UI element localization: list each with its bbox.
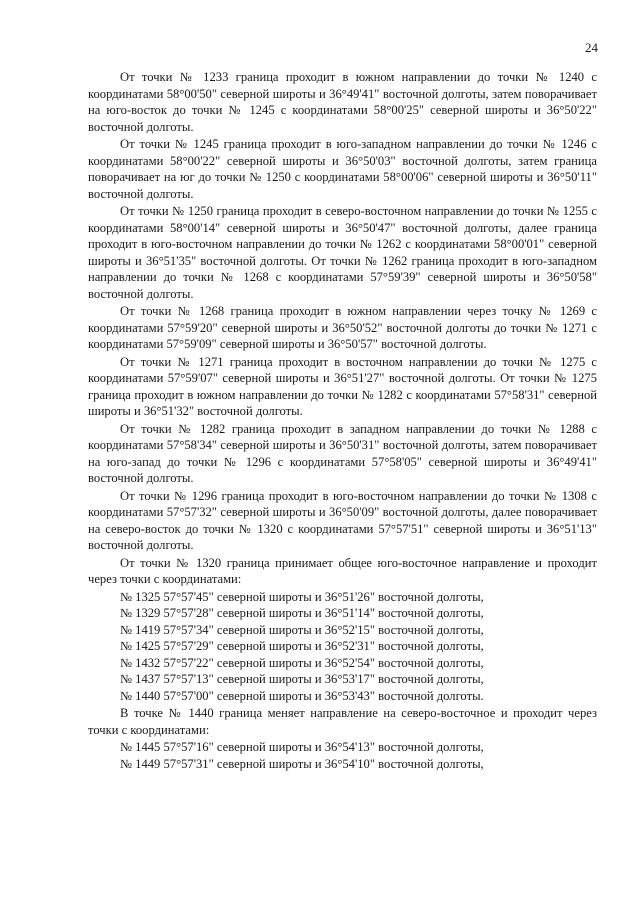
paragraph: От точки № 1296 граница проходит в юго-восточном направлении до точки № 1308 с координатами 57°57'32" северной широты и 36°50'09" восточной долготы, далее поворачивает на северо-восток до точки № 1320 с координатами 57°57'51" северной широты и 36°51'13" восточной долготы.: [88, 488, 597, 552]
paragraph: От точки № 1282 граница проходит в западном направлении до точки № 1288 с координатами 57°58'34" северной широты и 36°50'31" восточной долготы, затем поворачивает на юго-запад до точки № 1296 с координатами 57°58'05" северной широты и 36°49'41" восточной долготы.: [88, 421, 597, 485]
coordinate-item: № 1325 57°57'45" северной широты и 36°51'26" восточной долготы,: [120, 589, 484, 604]
paragraph: В точке № 1440 граница меняет направление на северо-восточное и проходит через точки с координатами:: [88, 706, 597, 737]
document-body: [88, 69, 597, 773]
coordinate-list: [88, 739, 597, 772]
paragraph: От точки № 1320 граница принимает общее юго-восточное направление и проходит через точки с координатами:: [88, 555, 597, 586]
page-number: 24: [585, 40, 598, 55]
paragraph: От точки № 1271 граница проходит в восточном направлении до точки № 1275 с координатами 57°59'07" северной широты и 36°51'27" восточной долготы. От точки № 1275 граница проходит в южном направлении до точки № 1282 с координатами 57°58'31" северной широты и 36°51'32" восточной долготы.: [88, 354, 597, 418]
coordinate-item: № 1419 57°57'34" северной широты и 36°52'15" восточной долготы,: [120, 622, 484, 637]
coordinate-item: № 1445 57°57'16" северной широты и 36°54'13" восточной долготы,: [120, 740, 484, 754]
coordinate-item: № 1432 57°57'22" северной широты и 36°52'54" восточной долготы,: [120, 655, 484, 670]
paragraph: От точки № 1233 граница проходит в южном направлении до точки № 1240 с координатами 58°00'50" северной широты и 36°49'41" восточной долготы, затем поворачивает на юго-восток до точки № 1245 с координатами 58°00'25" северной широты и 36°50'22" восточной долготы.: [88, 70, 597, 134]
paragraph: От точки № 1268 граница проходит в южном направлении через точку № 1269 с координатами 57°59'20" северной широты и 36°50'52" восточной долготы до точки № 1271 с координатами 57°59'09" северной широты и 36°50'57" восточной долготы.: [88, 304, 597, 351]
coordinate-item: № 1440 57°57'00" северной широты и 36°53'43" восточной долготы.: [120, 688, 484, 703]
coordinate-item: № 1437 57°57'13" северной широты и 36°53'17" восточной долготы,: [120, 672, 484, 686]
coordinate-item: № 1425 57°57'29" северной широты и 36°52'31" восточной долготы,: [120, 639, 484, 653]
coordinate-item: № 1449 57°57'31" северной широты и 36°54'10" восточной долготы,: [120, 756, 484, 771]
coordinate-item: № 1329 57°57'28" северной широты и 36°51'14" восточной долготы,: [120, 606, 484, 620]
paragraph: От точки № 1250 граница проходит в северо-восточном направлении до точки № 1255 с координатами 58°00'14" северной широты и 36°50'47" восточной долготы, далее граница проходит в юго-восточном направлении до точки № 1262 с координатами 58°00'01" северной широты и 36°51'35" восточной долготы. От точки № 1262 граница проходит в юго-западном направлении до точки № 1268 с координатами 57°59'39" северной широты и 36°50'58" восточной долготы.: [88, 204, 597, 301]
paragraph: От точки № 1245 граница проходит в юго-западном направлении до точки № 1246 с координатами 58°00'22" северной широты и 36°50'03" восточной долготы, затем граница поворачивает на юг до точки № 1250 с координатами 58°00'06" северной широты и 36°50'11" восточной долготы.: [88, 137, 597, 201]
coordinate-list: [88, 589, 597, 705]
